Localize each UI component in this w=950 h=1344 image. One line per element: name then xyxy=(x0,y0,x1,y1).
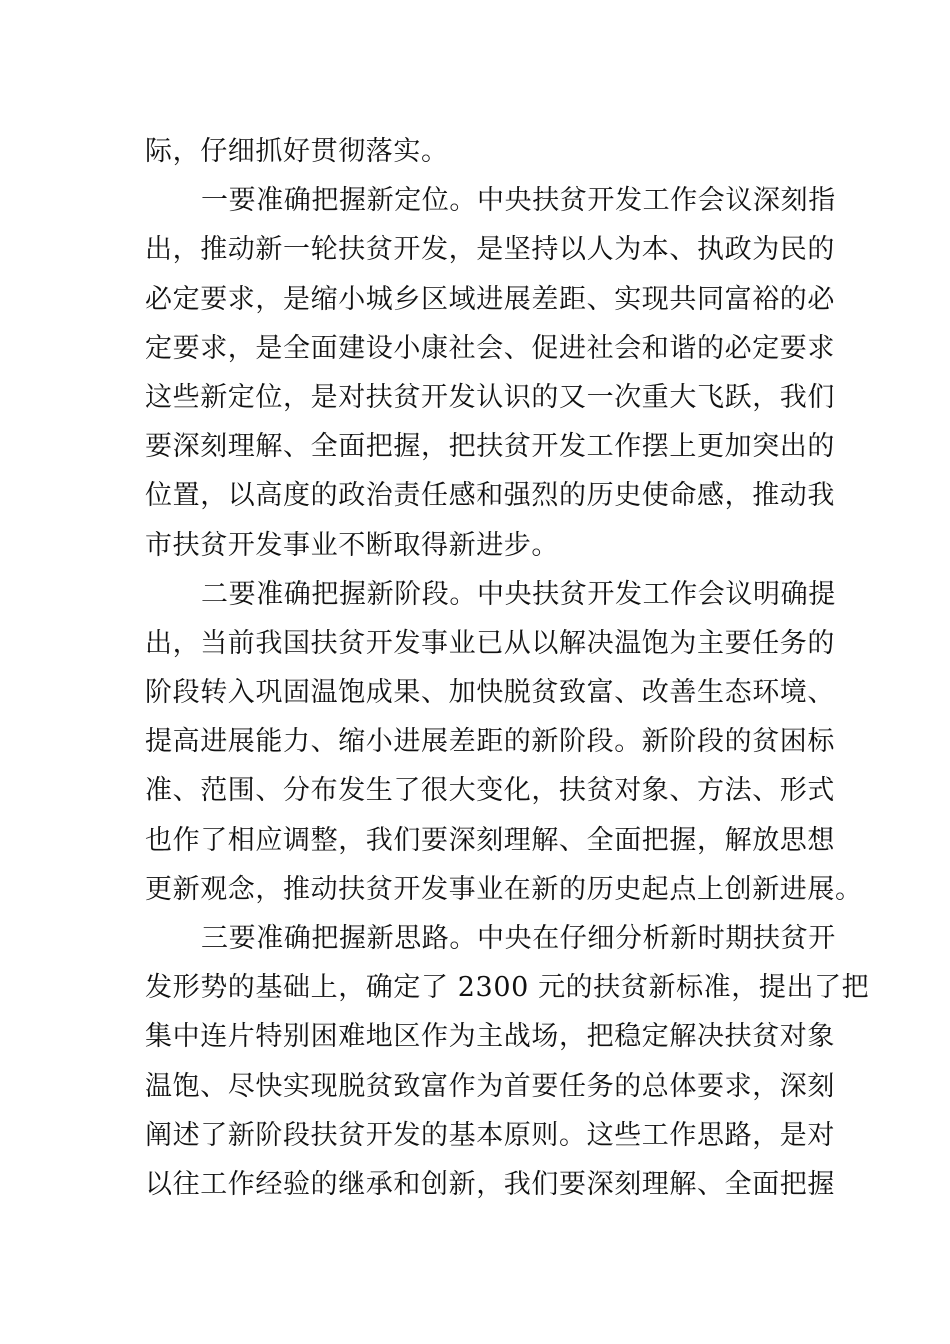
text-line: 阐述了新阶段扶贫开发的基本原则。这些工作思路，是对 xyxy=(145,1119,835,1151)
text-line: 准、范围、分布发生了很大变化，扶贫对象、方法、形式 xyxy=(145,775,835,807)
text-line: 要深刻理解、全面把握，把扶贫开发工作摆上更加突出的 xyxy=(145,431,835,463)
text-line: 也作了相应调整，我们要深刻理解、全面把握，解放思想 xyxy=(145,824,835,856)
text-line: 市扶贫开发事业不断取得新进步。 xyxy=(145,529,559,561)
text-line: 阶段转入巩固温饱成果、加快脱贫致富、改善生态环境、 xyxy=(145,677,835,709)
text-line: 发形势的基础上，确定了 2300 元的扶贫新标准，提出了把 xyxy=(145,972,870,1004)
text-line: 以往工作经验的继承和创新，我们要深刻理解、全面把握 xyxy=(145,1168,835,1200)
text-line: 位置，以高度的政治责任感和强烈的历史使命感，推动我 xyxy=(145,480,835,512)
paragraph-first-line: 二要准确把握新阶段。中央扶贫开发工作会议明确提 xyxy=(201,578,836,610)
text-line: 际，仔细抓好贯彻落实。 xyxy=(145,136,449,167)
text-line: 出，推动新一轮扶贫开发，是坚持以人为本、执政为民的 xyxy=(145,234,835,266)
text-line: 提高进展能力、缩小进展差距的新阶段。新阶段的贫困标 xyxy=(145,726,835,758)
text-line: 更新观念，推动扶贫开发事业在新的历史起点上创新进展。 xyxy=(145,873,863,905)
text-line: 必定要求，是缩小城乡区域进展差距、实现共同富裕的必 xyxy=(145,283,835,315)
text-line: 这些新定位，是对扶贫开发认识的又一次重大飞跃，我们 xyxy=(145,381,835,413)
paragraph-first-line: 三要准确把握新思路。中央在仔细分析新时期扶贫开 xyxy=(201,923,836,954)
text-line: 温饱、尽快实现脱贫致富作为首要任务的总体要求，深刻 xyxy=(145,1070,835,1102)
body-text xyxy=(145,127,870,1209)
text-line: 集中连片特别困难地区作为主战场，把稳定解决扶贫对象 xyxy=(145,1021,835,1053)
text-line: 出，当前我国扶贫开发事业已从以解决温饱为主要任务的 xyxy=(145,627,835,659)
text-line: 定要求，是全面建设小康社会、促进社会和谐的必定要求 xyxy=(145,332,835,364)
paragraph-first-line: 一要准确把握新定位。中央扶贫开发工作会议深刻指 xyxy=(201,185,836,217)
